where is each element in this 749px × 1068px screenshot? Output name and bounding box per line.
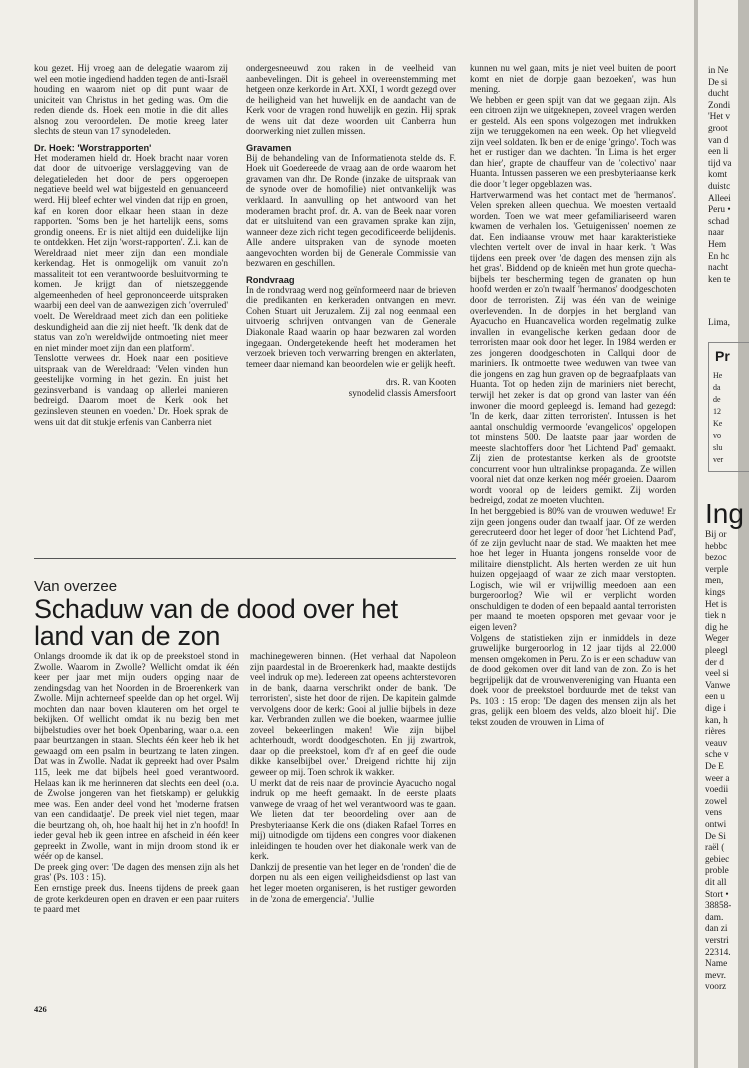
section-heading: Rondvraag (246, 274, 295, 285)
cropped-line: ver (713, 455, 724, 464)
cropped-line: mevr. (705, 970, 726, 981)
cropped-line: van d (708, 135, 729, 146)
cropped-line: da (713, 383, 721, 392)
cropped-line: Ke (713, 419, 723, 428)
cropped-line: Stort • (705, 889, 729, 900)
paragraph: Dankzij de presentie van het leger en de 'ronden' die de dorpen nu als een eigen veiligheidsdienst op last van het leger moeten organiseren, is het rustiger geworden in de 'zona de emergencia'. 'Jullie (250, 862, 456, 905)
cropped-line: veel si (705, 669, 730, 680)
cropped-line: tiek n (705, 611, 726, 622)
cropped-line: Bij or (705, 530, 727, 540)
cropped-line: De Si (705, 831, 726, 842)
cropped-line: 'Het v (708, 112, 731, 123)
cropped-line: ducht (708, 89, 729, 100)
cropped-line: dam. (705, 912, 724, 923)
cropped-line: verstri (705, 936, 729, 946)
cropped-line: groot (708, 124, 728, 134)
paragraph: In het berggebied is 80% van de vrouwen weduwe! Er zijn geen jongens ouder dan twaalf jaar. Of ze werden gerecruteerd door het leger of door 'het Lichtend Pad', óf ze zijn gevlucht naar de stad. We maakten het mee hoe het leger in Huanta jongens ronselde voor de militaire dienstplicht. Als herten werden ze uit hun huizen opgejaagd of waar ze zich maar verstopten. Logisch, wie wil er vrijwillig meedoen aan een burgeroorlog? Wie wil er verplicht worden onschuldigen te doden of een bepaald aantal terroristen per maand te moeten opsporen met gevaar voor je eigen leven? (470, 506, 676, 633)
cropped-line: veauv (705, 738, 728, 749)
cropped-line: dit all (705, 878, 727, 888)
paragraph: Een ernstige preek dus. Ineens tijdens de preek gaan de grote kerkdeuren open en draven er een paar ruiters te paard met (34, 884, 239, 916)
section-heading: Gravamen (246, 142, 292, 153)
cropped-line: vo (713, 431, 721, 440)
right-page-heading: Ing (705, 498, 744, 529)
cropped-line: Peru • (708, 205, 731, 216)
cropped-line: de (713, 395, 721, 404)
cropped-line: nacht (708, 263, 729, 274)
cropped-line: een li (708, 147, 729, 158)
cropped-line: De si (708, 77, 728, 88)
cropped-line: 38858- (705, 901, 732, 912)
paragraph: U merkt dat de reis naar de provincie Ayacucho nogal indruk op me heeft gemaakt. In de eerste plaats vanwege de vraag of het wel verantwoord was te gaan. We lieten dat ter beoordeling over aan de Presbyteriaanse Kerk die ons (diaken Rafael Torres en mij) uitnodigde om tijdens een congres voor diakenen inleidingen te houden over het diakonale werk van de kerk. (250, 778, 456, 863)
cropped-line: in Ne (708, 66, 729, 76)
paragraph: machinegeweren binnen. (Het verhaal dat Napoleon zijn paardestal in de Broerenkerk had, maakte destijds veel indruk op me). Iedereen zat opeens achterstevoren in de bank, daarna verschrikt onder de bank. 'De terroristen', siste het door de rijen. De kapitein galmde vervolgens door de kerk: Gooi al jullie bijbels in deze kar. Verbranden zullen we die boeken, waarmee jullie zoveel bekeerlingen maken! Wie zijn bijbel achterhoudt, wordt doodgeschoten. En jij zwartrok, daar op die preekstoel, kom d'r af en geef die oude dikke kanselbijbel over.' Dreigend richtte hij zijn geweer op mij. Toen schrok ik wakker. (250, 652, 456, 779)
cropped-line: verple (705, 564, 729, 575)
column-3 (470, 64, 676, 728)
paragraph: Tenslotte verwees dr. Hoek naar een positieve uitspraak van de Wereldraad: 'Velen vinden hun geestelijke vorming in het gezin. En juist het gezinsverband is vandaag op allerlei manieren bedreigd. Daarom moet de Kerk ook het gezinsleven steunen en voeden.' Dr. Hoek sprak de wens uit dat dit stukje erfenis van Canberra niet (34, 354, 228, 428)
cropped-line: komt (708, 170, 728, 181)
article-column-1 (34, 652, 239, 916)
cropped-line: men, (705, 576, 724, 587)
article-column-2 (250, 652, 456, 905)
cropped-line: proble (705, 866, 729, 877)
cropped-line: een u (705, 692, 725, 703)
cropped-line: raël ( (705, 843, 725, 854)
cropped-line: dige i (705, 704, 726, 714)
cropped-line: schad (708, 216, 730, 227)
right-page-box (708, 342, 749, 472)
cropped-line: Name (705, 959, 728, 970)
cropped-line: Weger (705, 634, 730, 645)
article-kicker: Van overzee (34, 578, 118, 595)
cropped-line: weer a (705, 773, 730, 784)
signature-role: synodelid classis Amersfoort (348, 388, 456, 399)
cropped-line: Hem (708, 240, 727, 250)
cropped-line: rières (705, 727, 726, 738)
cropped-line: 22314. (705, 947, 731, 958)
paragraph: Het moderamen hield dr. Hoek bracht naar voren dat door de uitvoerige verslaggeving van de delegatieleden het door de pers opgeroepen negatieve beeld wel wat bijgesteld en genuanceerd werd. Hij bleef echter wel vinden dat rijp en groen, kaf en koren door elkaar heen staan in deze rapporten. 'Soms ben je het hartelijk eens, soms grondig oneens. Er is niet altijd een duidelijke lijn te ontdekken. Het zijn 'worst-rapporten'. Z.i. kan de Wereldraad niet meer zijn dan een mondiale kerkendag. Het is onmogelijk om vanuit zo'n massaliteit tot een verantwoorde besluitvorming te komen. Je krijgt dan of nietszeggende algemeenheden of heel geprononceerde uitspraken waarbij een deel van de aanwezigen zich 'overruled' voelt. De Wereldraad meet zich dan een politieke deskundigheid aan die zij niet heeft. 'Ik denk dat de status van zo'n wereldwijde ontmoeting niet meer en niet minder moet zijn dan een platform'. (34, 153, 228, 354)
section-divider (34, 558, 456, 559)
cropped-line: hebbc (705, 541, 728, 552)
cropped-line: zowel (705, 796, 728, 807)
page-number: 426 (34, 1004, 47, 1014)
paragraph: ondergesneeuwd zou raken in de veelheid van aanbevelingen. Dit is geheel in overeenstemming met hetgeen onze kerkorde in Art. XXI, 1 wordt gezegd over de heiligheid van het huwelijk en de aandacht van de Kerk voor de vragen rond huwelijk en gezin. Hij sprak de wens uit dat deze woorden uit Canberra hun doorwerking niet zullen missen. (246, 64, 456, 138)
adjacent-page (698, 0, 744, 1068)
section-heading: Dr. Hoek: 'Worstrapporten' (34, 142, 152, 153)
cropped-line: slu (713, 443, 723, 452)
paragraph: kou gezet. Hij vroeg aan de delegatie waarom zij wel een motie ingediend hadden tegen de anti-Israël houding en waarom niet op dit punt waar de uniciteit van Christus in het geding was. Om die reden diende ds. Hoek een motie in die dit alles alsnog zou veroordelen. De motie kreeg later slechts de steun van 17 synodeleden. (34, 64, 228, 138)
cropped-line: En hc (708, 251, 730, 262)
column-1 (34, 64, 228, 428)
cropped-line: Het is (705, 599, 727, 610)
column-2 (246, 64, 456, 399)
cropped-line: gebiec (705, 854, 730, 865)
cropped-line: der d (705, 657, 724, 668)
right-page-signoff: Lima, (708, 318, 730, 328)
cropped-line: naar (708, 228, 724, 239)
paragraph: De preek ging over: 'De dagen des mensen zijn als het gras' (Ps. 103 : 15). (34, 862, 239, 884)
paragraph: Hartverwarmend was het contact met de 'hermanos'. Velen spreken alleen quechua. We moesten vertaald worden. Toen we wat meer gefamiliariseerd waren kwamen de verhalen los. 'Getuigenissen' noemen ze dat. Een indiaanse vrouw met haar karakteristieke vlechten vertelt over de inval in haar kerk. 't Was tijdens een preek over 'de dagen des mensen zijn als het gras'. Biddend op de knieën met hun grote quecha-bijbels ter bescherming tegen de granaten op hun hoofd werden er zo'n twaalf 'hermanos' doodgeschoten door de terroristen. Zij was één van de weinige overlevenden. In de dorpjes in het bergland van Ayacucho en Huancavelica worden regelmatig zulke invallen in evangelische kerken gedaan door de terroristen maar ook door het leger. In 1984 werden er zes jongeren doodgeschoten in Callqui door de mariniers. Ik ontmoette twee weduwen van twee van die jongens en zag hun graven op de begraafplaats van Huanta. Tot op heden zijn de mariniers niet berecht, terwijl het zeker is dat op grond van laster van één inwoner die moord gepleegd is. Iemand had gezegd: 'In de kerk, daar zitten terroristen'. Intussen is het aantal onschuldig vermoorde 'evangelicos' opgelopen tot minstens 500. De laatste paar jaar worden de meeste slachtoffers door 'het Lichtend Pad' gemaakt. Zij zien de protestantse kerken als de grootste concurrent voor hun ultralinkse propaganda. Ze willen vooral niet dat onze kerken nog méér groeien. Daarom wordt vooral op de leiders gemikt. Zij worden bedreigd, zodat ze moeten vluchten. (470, 190, 676, 507)
cropped-line: kings (705, 588, 726, 598)
cropped-line: vens (705, 808, 723, 819)
box-title: Pr (715, 348, 730, 364)
cropped-line: kan, h (705, 715, 728, 726)
cropped-line: Alleei (708, 193, 731, 204)
paragraph: We hebben er geen spijt van dat we gegaan zijn. Als een citroen zijn we uitgeknepen, zoveel vragen werden er gesteld. Als een spons volgezogen met indrukken zijn we teruggekomen na een week. Op het vliegveld zijn veel soldaten. Ik ben er de enige 'gringo'. Toch was het er rustiger dan we dachten. 'In Lima is het erger dan hier', grapte de chauffeur van de 'colectivo' naar Huanta. Intussen passeren we een presbyteriaanse kerk die door 't leger opgeblazen was. (470, 95, 676, 191)
cropped-line: pleegl (705, 646, 728, 656)
signature (246, 378, 456, 399)
cropped-line: dan zi (705, 924, 728, 935)
cropped-line: dig he (705, 622, 728, 633)
cropped-line: De E (705, 762, 724, 772)
cropped-line: tijd va (708, 158, 732, 169)
paragraph: Bij de behandeling van de Informatienota stelde ds. F. Hoek uit Goedereede de vraag aan de orde waarom het gravamen van dhr. De Ronde (inzake de uitspraak van de synode over de homofilie) niet ontvankelijk was verklaard. In aanvulling op het antwoord van het moderamen bracht prof. dr. A. van de Beek naar voren dat er uitsluitend van een gravamen sprake kan zijn, wanneer deze zich richt tegen gecodificeerde belijdenis. Alle andere uitspraken van de synode moeten aangevochten worden bij de Generale Commissie van bezwaren en geschillen. (246, 153, 456, 270)
cropped-line: Vanwe (705, 680, 731, 691)
cropped-line: voorz (705, 982, 727, 993)
cropped-line: He (713, 371, 723, 380)
paragraph: Onlangs droomde ik dat ik op de preekstoel stond in Zwolle. Waarom in Zwolle? Wellicht omdat ik één keer per jaar met mijn ouders opging naar de zendingsdag van het Noorden in de Broerenkerk van Zwolle. Mijn achterneef speelde dan op het orgel. Wij mochten dan naar boven klauteren om het orgel te bekijken. Of wellicht omdat ik nu bezig ben met bijbelstudies over het boek Openbaring, waar o.a. een paar beurtzangen in staan. Slechts één keer heb ik het gewaagd om een psalm in beurtzang te laten zingen. Dat was in Zwolle. Nadat ik gepreekt had over Psalm 115, leek me dat bijbels heel goed verantwoord. Helaas kan ik me herinneren dat slechts een deel (o.a. de Zwolse jongeren van het fietskamp) er gelukkig mee was. Een ander deel vond het 'moderne fratsen van een candidaatje'. De preek viel niet tegen, maar die beurtzang oh, oh, hoe haalt hij het in z'n hoofd! In ieder geval heb ik geen intree en afscheid in één keer gepreekt in Zwolle, want in mijn droom stond ik er wéér op de kansel. (34, 652, 239, 863)
cropped-line: sche v (705, 750, 729, 761)
cropped-line: 12 (713, 407, 721, 416)
cropped-line: voedii (705, 785, 729, 796)
paragraph: In de rondvraag werd nog geïnformeerd naar de brieven die predikanten en kerkeraden ontvangen en mevr. Cohen Stuart uit Jeruzalem. Zij zal nog eenmaal een uitvoerig schrijven ontvangen van de Generale Diakonale Raad waarin op haar bezwaren zal worden ingegaan. Ondergetekende heeft het moderamen het verzoek brieven toch verwarring brengen en akterlaten, temeer daar niemand kan beoordelen wie er gelijk heeft. (246, 285, 456, 370)
cropped-line: Zondi (708, 100, 731, 111)
cropped-line: ontwi (705, 820, 727, 830)
article-headline: Schaduw van de dood over het land van de zon (34, 594, 398, 651)
cropped-line: duistc (708, 182, 731, 192)
signature-name: drs. R. van Kooten (386, 378, 456, 389)
paragraph: kunnen nu wel gaan, mits je niet veel buiten de poort komt en niet de dorpje gaan bezoeken', was hun mening. (470, 64, 676, 96)
cropped-line: ken te (708, 274, 731, 285)
cropped-line: bezoc (705, 553, 727, 564)
paragraph: Volgens de statistieken zijn er inmiddels in deze gruwelijke burgeroorlog in 12 jaar tijds al 22.000 mensen omgekomen in Peru. Zo is er een schaduw van de dood gekomen over dit land van de zon. Zo is het begrijpelijk dat de vrouwenvereniging van Huanta een doek voor de preekstoel borduurde met de tekst van Ps. 103 : 15 erop: 'De dagen des mensen zijn als het gras, gelijk een bloem des velds, alzo bloeit hij'. Die tekst zouden de vrouwen in Lima of (470, 633, 676, 728)
